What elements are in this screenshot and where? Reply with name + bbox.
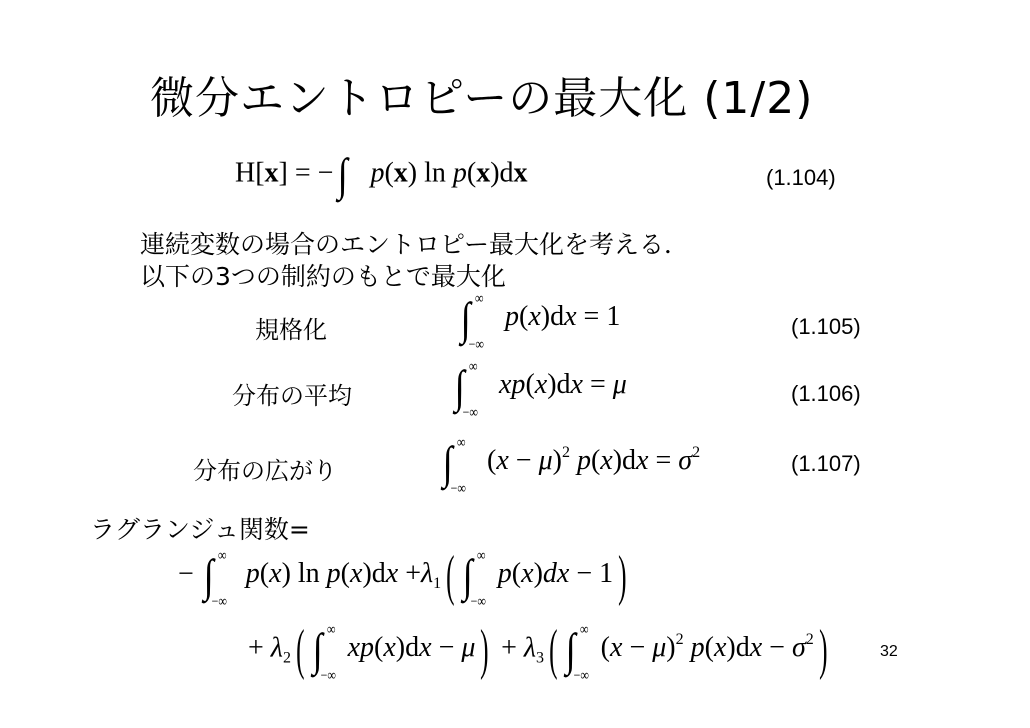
entropy-equation: H[x] = − ∫ p(x) ln p(x)dx — [235, 149, 528, 200]
mean-equation: ∫ ∞ −∞ xp(x)dx = μ — [454, 359, 627, 421]
body-text-line2: 以下の3つの制約のもとで最大化 — [140, 262, 506, 291]
lagrangian-label: ラグランジュ関数= — [90, 515, 310, 544]
body-text-line1: 連続変数の場合のエントロピー最大化を考える． — [140, 230, 690, 259]
constraint-label-normalization: 規格化 — [255, 316, 327, 344]
constraint-label-spread: 分布の広がり — [193, 457, 337, 485]
lagrangian-line1: − ∫ ∞ −∞ p(x) $\ln p(x)dx +\lambda_1$( ∫ ∞ −∞ p(x)dx − 1) — [178, 545, 627, 610]
page-number: 32 — [880, 643, 898, 660]
page-title: 微分エントロピーの最大化 (1/2) — [150, 73, 814, 124]
normalization-equation: ∫ ∞ −∞ p(x)dx = 1 — [460, 291, 621, 353]
equation-number-1106: (1.106) — [791, 381, 861, 406]
equation-number-1104: (1.104) — [766, 165, 836, 190]
variance-equation: ∫ ∞ −∞ $(x - \mu)^2$ $p(x)dx = \sigma^2$ — [442, 435, 701, 497]
equation-number-1105: (1.105) — [791, 314, 861, 339]
constraint-label-mean: 分布の平均 — [232, 382, 352, 410]
equation-number-1107: (1.107) — [791, 451, 861, 476]
lagrangian-line2: + $\lambda_2$( ∫ ∞ −∞ $xp(x)dx - \mu) + \lambda_3$( ∫ ∞ −∞ $(x - \mu)^2$ $p(x)dx - \sigma^2$) — [248, 619, 828, 684]
